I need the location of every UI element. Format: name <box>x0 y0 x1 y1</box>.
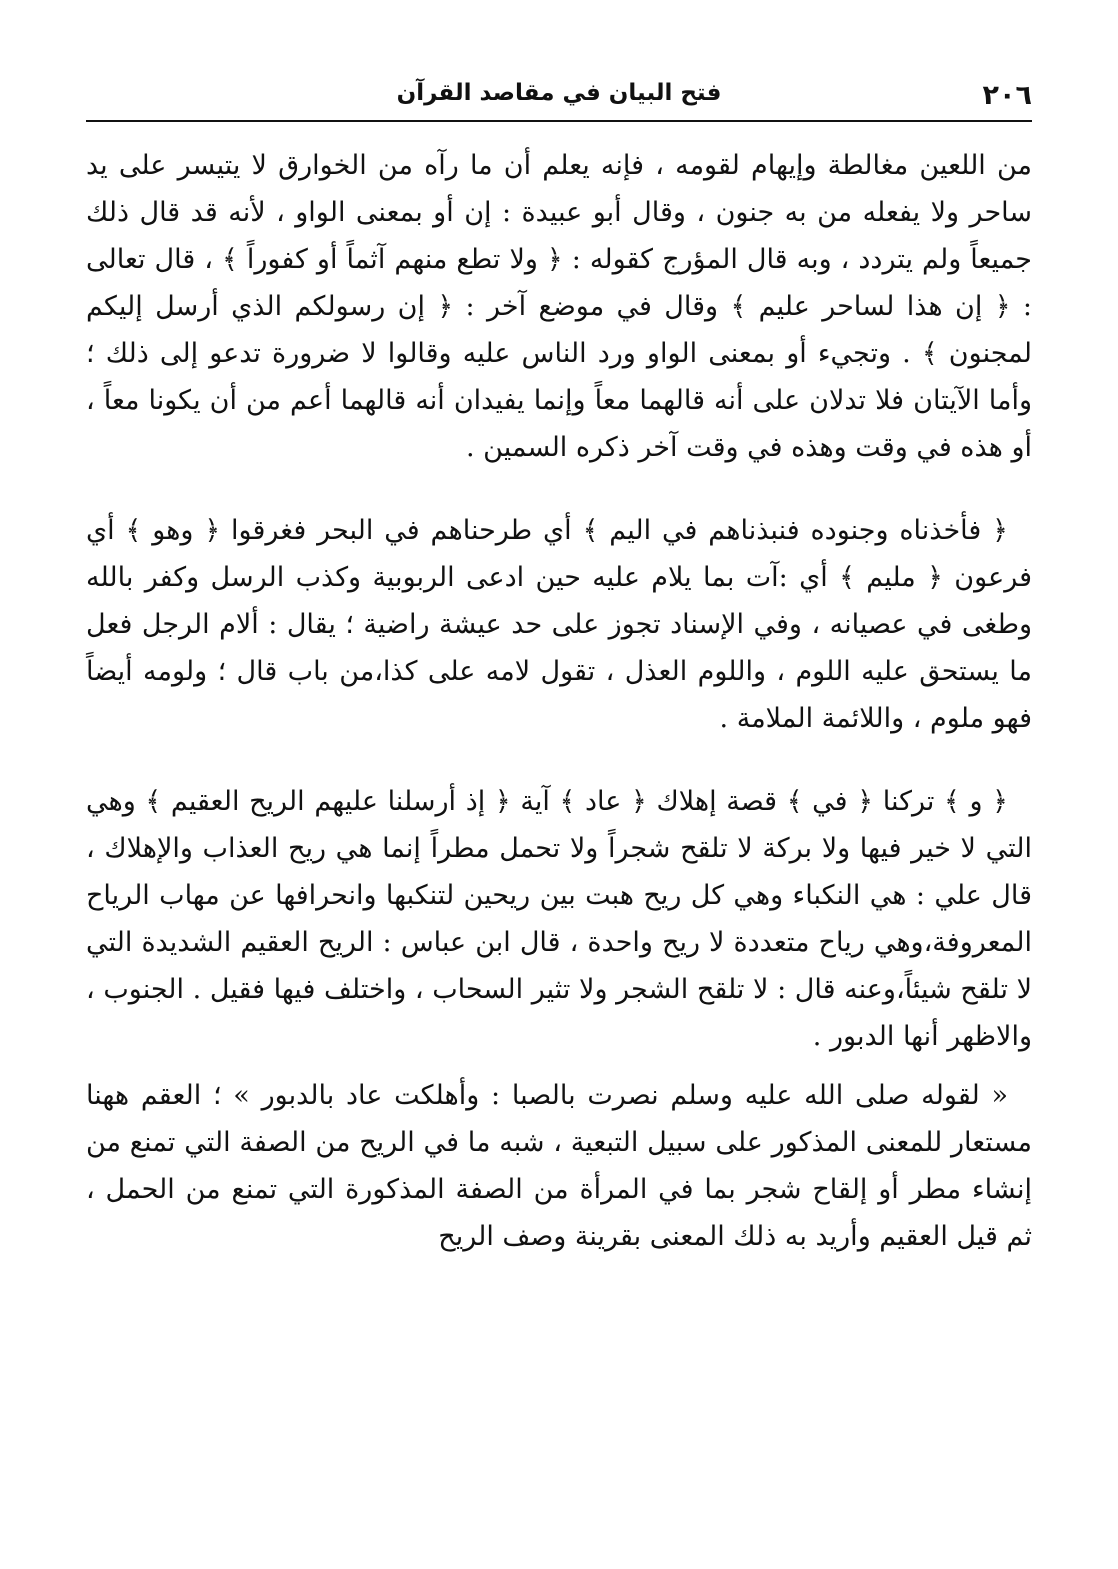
page-number: ٢٠٦ <box>982 80 1032 111</box>
paragraph-2: ﴿ فأخذناه وجنوده فنبذناهم في اليم ﴾ أي طرحناهم في البحر فغرقوا ﴿ وهو ﴾ أي فرعون ﴿ مليم ﴾ أي :آت بما يلام عليه حين ادعى الربوبية وكذب الرسل وكفر بالله وطغى في عصيانه ، وفي الإسناد تجوز على حد عيشة راضية ؛ يقال : ألام الرجل فعل ما يستحق عليه اللوم ، واللوم العذل ، تقول لامه على كذا،من باب قال ؛ ولومه أيضاً فهو ملوم ، واللائمة الملامة . <box>86 515 1032 734</box>
paragraph-3: ﴿ و ﴾ تركنا ﴿ في ﴾ قصة إهلاك ﴿ عاد ﴾ آية ﴿ إذ أرسلنا عليهم الريح العقيم ﴾ وهي التي لا خير فيها ولا بركة لا تلقح شجراً ولا تحمل مطراً إنما هي ريح العذاب والإهلاك ، قال علي : هي النكباء وهي كل ريح هبت بين ريحين لتنكبها وانحرافها عن مهاب الرياح المعروفة،وهي رياح متعددة لا ريح واحدة ، قال ابن عباس : الريح العقيم الشديدة التي لا تلقح شيئاً،وعنه قال : لا تلقح الشجر ولا تثير السحاب ، واختلف فيها فقيل . الجنوب ، والاظهر أنها الدبور . <box>86 786 1032 1052</box>
book-page <box>86 64 1032 1534</box>
body-text <box>86 122 1032 1260</box>
paragraph-1: من اللعين مغالطة وإيهام لقومه ، فإنه يعلم أن ما رآه من الخوارق لا يتيسر على يد ساحر ولا يفعله من به جنون ، وقال أبو عبيدة : إن أو بمعنى الواو ، لأنه قد قال ذلك جميعاً ولم يتردد ، وبه قال المؤرج كقوله : ﴿ ولا تطع منهم آثماً أو كفوراً ﴾ ، قال تعالى : ﴿ إن هذا لساحر عليم ﴾ وقال في موضع آخر : ﴿ إن رسولكم الذي أرسل إليكم لمجنون ﴾ . وتجيء أو بمعنى الواو ورد الناس عليه وقالوا لا ضرورة تدعو إلى ذلك ؛ وأما الآيتان فلا تدلان على أنه قالهما معاً وإنما يفيدان أنه قالهما أعم من أن يكونا معاً ، أو هذه في وقت وهذه في وقت آخر ذكره السمين . <box>86 150 1032 463</box>
paragraph-4: « لقوله صلى الله عليه وسلم نصرت بالصبا : وأهلكت عاد بالدبور » ؛ العقم ههنا مستعار للمعنى المذكور على سبيل التبعية ، شبه ما في الريح من الصفة التي تمنع من إنشاء مطر أو إلقاح شجر بما في المرأة من الصفة المذكورة التي تمنع من الحمل ، ثم قيل العقيم وأريد به ذلك المعنى بقرينة وصف الريح <box>86 1080 1032 1252</box>
book-title: فتح البيان في مقاصد القرآن <box>396 80 722 106</box>
running-header <box>86 64 1032 122</box>
